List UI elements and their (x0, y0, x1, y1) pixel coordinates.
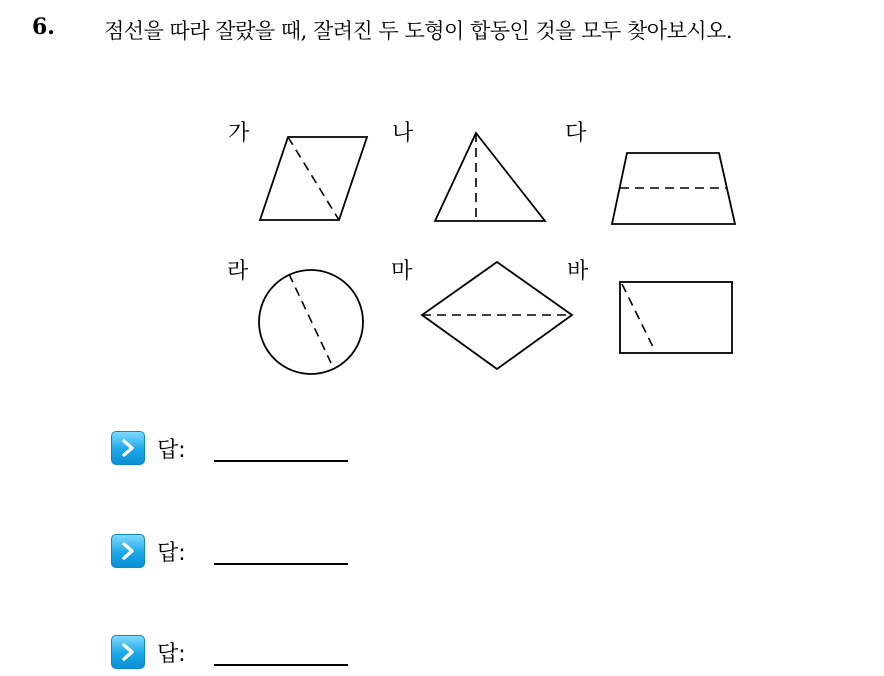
figure-label-ga: 가 (228, 121, 250, 146)
figure-label-ba: 바 (567, 259, 589, 284)
question-number: 6. (32, 14, 55, 40)
answer-row-3 (111, 632, 186, 672)
answer-label: 답: (157, 437, 186, 463)
figure-label-ra: 라 (227, 259, 249, 284)
rectangle-cut-line (622, 284, 655, 351)
figure-label-na: 나 (392, 121, 414, 146)
figure-label-ma: 마 (391, 259, 413, 284)
answer-input[interactable] (214, 563, 348, 565)
parallelogram-cut-line (288, 137, 339, 220)
answer-row-1 (111, 428, 186, 468)
answer-input[interactable] (214, 460, 348, 462)
figure-label-da: 다 (565, 121, 587, 146)
answer-label: 답: (157, 641, 186, 667)
answer-input[interactable] (214, 664, 348, 666)
question-text: 점선을 따라 잘랐을 때, 잘려진 두 도형이 합동인 것을 모두 찾아보시오. (104, 19, 733, 43)
circle-cut-line (289, 274, 331, 363)
triangle-shape (435, 133, 545, 221)
answer-label: 답: (157, 540, 186, 566)
chevron-right-icon (111, 635, 145, 669)
rectangle-shape (620, 282, 732, 353)
chevron-right-icon (111, 534, 145, 568)
chevron-right-icon (111, 431, 145, 465)
answer-row-2 (111, 531, 186, 571)
